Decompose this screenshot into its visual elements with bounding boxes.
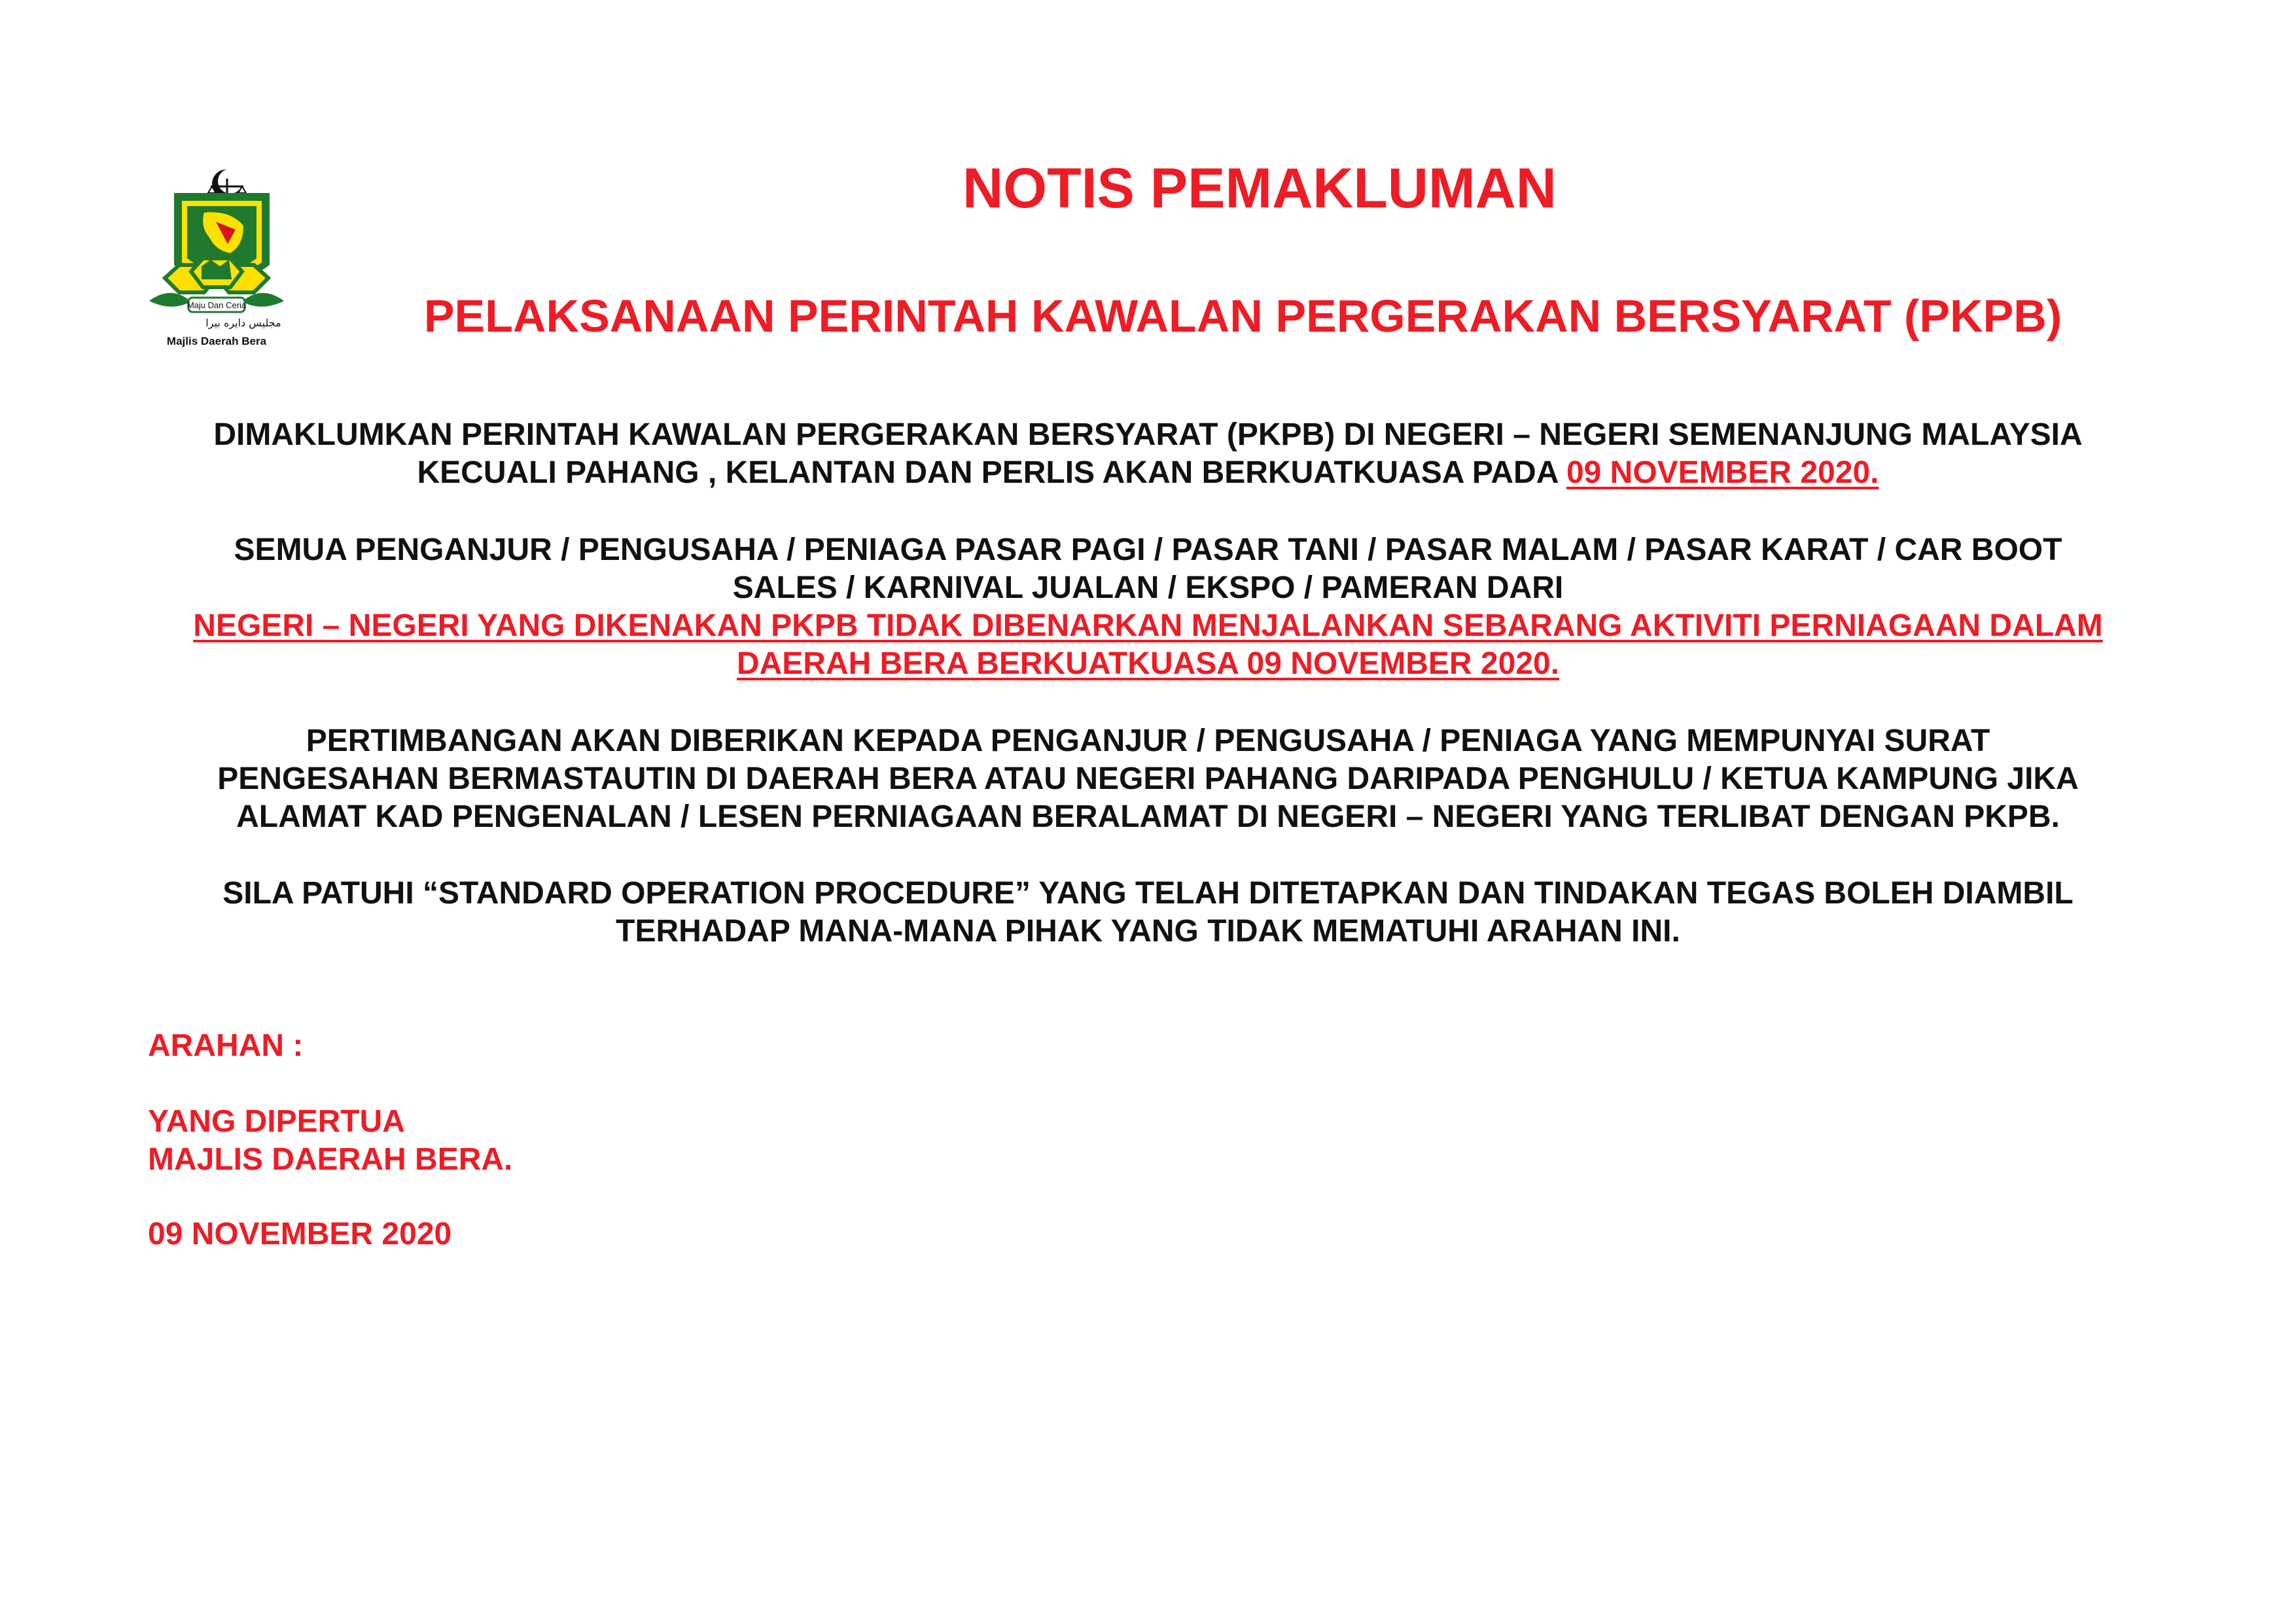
logo-jawi-text: مجليس دايره بيرا [205,317,281,329]
logo-motto: Maju Dan Ceria [186,300,247,310]
para1-effective-date: 09 NOVEMBER 2020. [1566,455,1879,490]
para4-line2: TERHADAP MANA-MANA PIHAK YANG TIDAK MEMATUHI ARAHAN INI. [616,914,1680,949]
signature-arahan: ARAHAN : [148,1028,304,1063]
notice-subtitle: PELAKSANAAN PERINTAH KAWALAN PERGERAKAN BERSYARAT (PKPB) [423,290,2062,341]
paragraph-announcement [118,416,2178,492]
para2-line2: SALES / KARNIVAL JUALAN / EKSPO / PAMERAN DARI [732,570,1564,605]
para2-line1: SEMUA PENGANJUR / PENGUSAHA / PENIAGA PASAR PAGI / PASAR TANI / PASAR MALAM / PASAR KARAT / CAR BOOT [234,532,2062,567]
signature-organization: MAJLIS DAERAH BERA. [148,1142,513,1177]
para4-line1: SILA PATUHI “STANDARD OPERATION PROCEDURE” YANG TELAH DITETAPKAN DAN TINDAKAN TEGAS BOLEH DIAMBIL [222,876,2074,911]
para1-line2 [118,454,2178,492]
para3-line1: PERTIMBANGAN AKAN DIBERIKAN KEPADA PENGANJUR / PENGUSAHA / PENIAGA YANG MEMPUNYAI SURAT [306,724,1990,758]
signature-date: 09 NOVEMBER 2020 [148,1217,452,1251]
paragraph-prohibition [118,531,2178,683]
para2-line3: NEGERI – NEGERI YANG DIKENAKAN PKPB TIDAK DIBENARKAN MENJALANKAN SEBARANG AKTIVITI PERNIAGAAN DALAM [193,608,2103,643]
paragraph-sop [118,875,2178,951]
notice-title: NOTIS PEMAKLUMAN [963,157,1557,220]
para3-line2: PENGESAHAN BERMASTAUTIN DI DAERAH BERA ATAU NEGERI PAHANG DARIPADA PENGHULU / KETUA KAMPUNG JIKA [217,761,2079,796]
signature-position: YANG DIPERTUA [148,1104,405,1139]
paragraph-consideration [118,722,2178,836]
para1-line1: DIMAKLUMKAN PERINTAH KAWALAN PERGERAKAN BERSYARAT (PKPB) DI NEGERI – NEGERI SEMENANJUNG MALAYSIA [213,417,2083,452]
para2-line4: DAERAH BERA BERKUATKUASA 09 NOVEMBER 2020. [736,646,1560,681]
para3-line3: ALAMAT KAD PENGENALAN / LESEN PERNIAGAAN BERALAMAT DI NEGERI – NEGERI YANG TERLIBAT DENGAN PKPB. [236,799,2060,834]
para1-line2-text: KECUALI PAHANG , KELANTAN DAN PERLIS AKAN BERKUATKUASA PADA [417,455,1566,490]
logo-name: Majlis Daerah Bera [166,335,267,347]
